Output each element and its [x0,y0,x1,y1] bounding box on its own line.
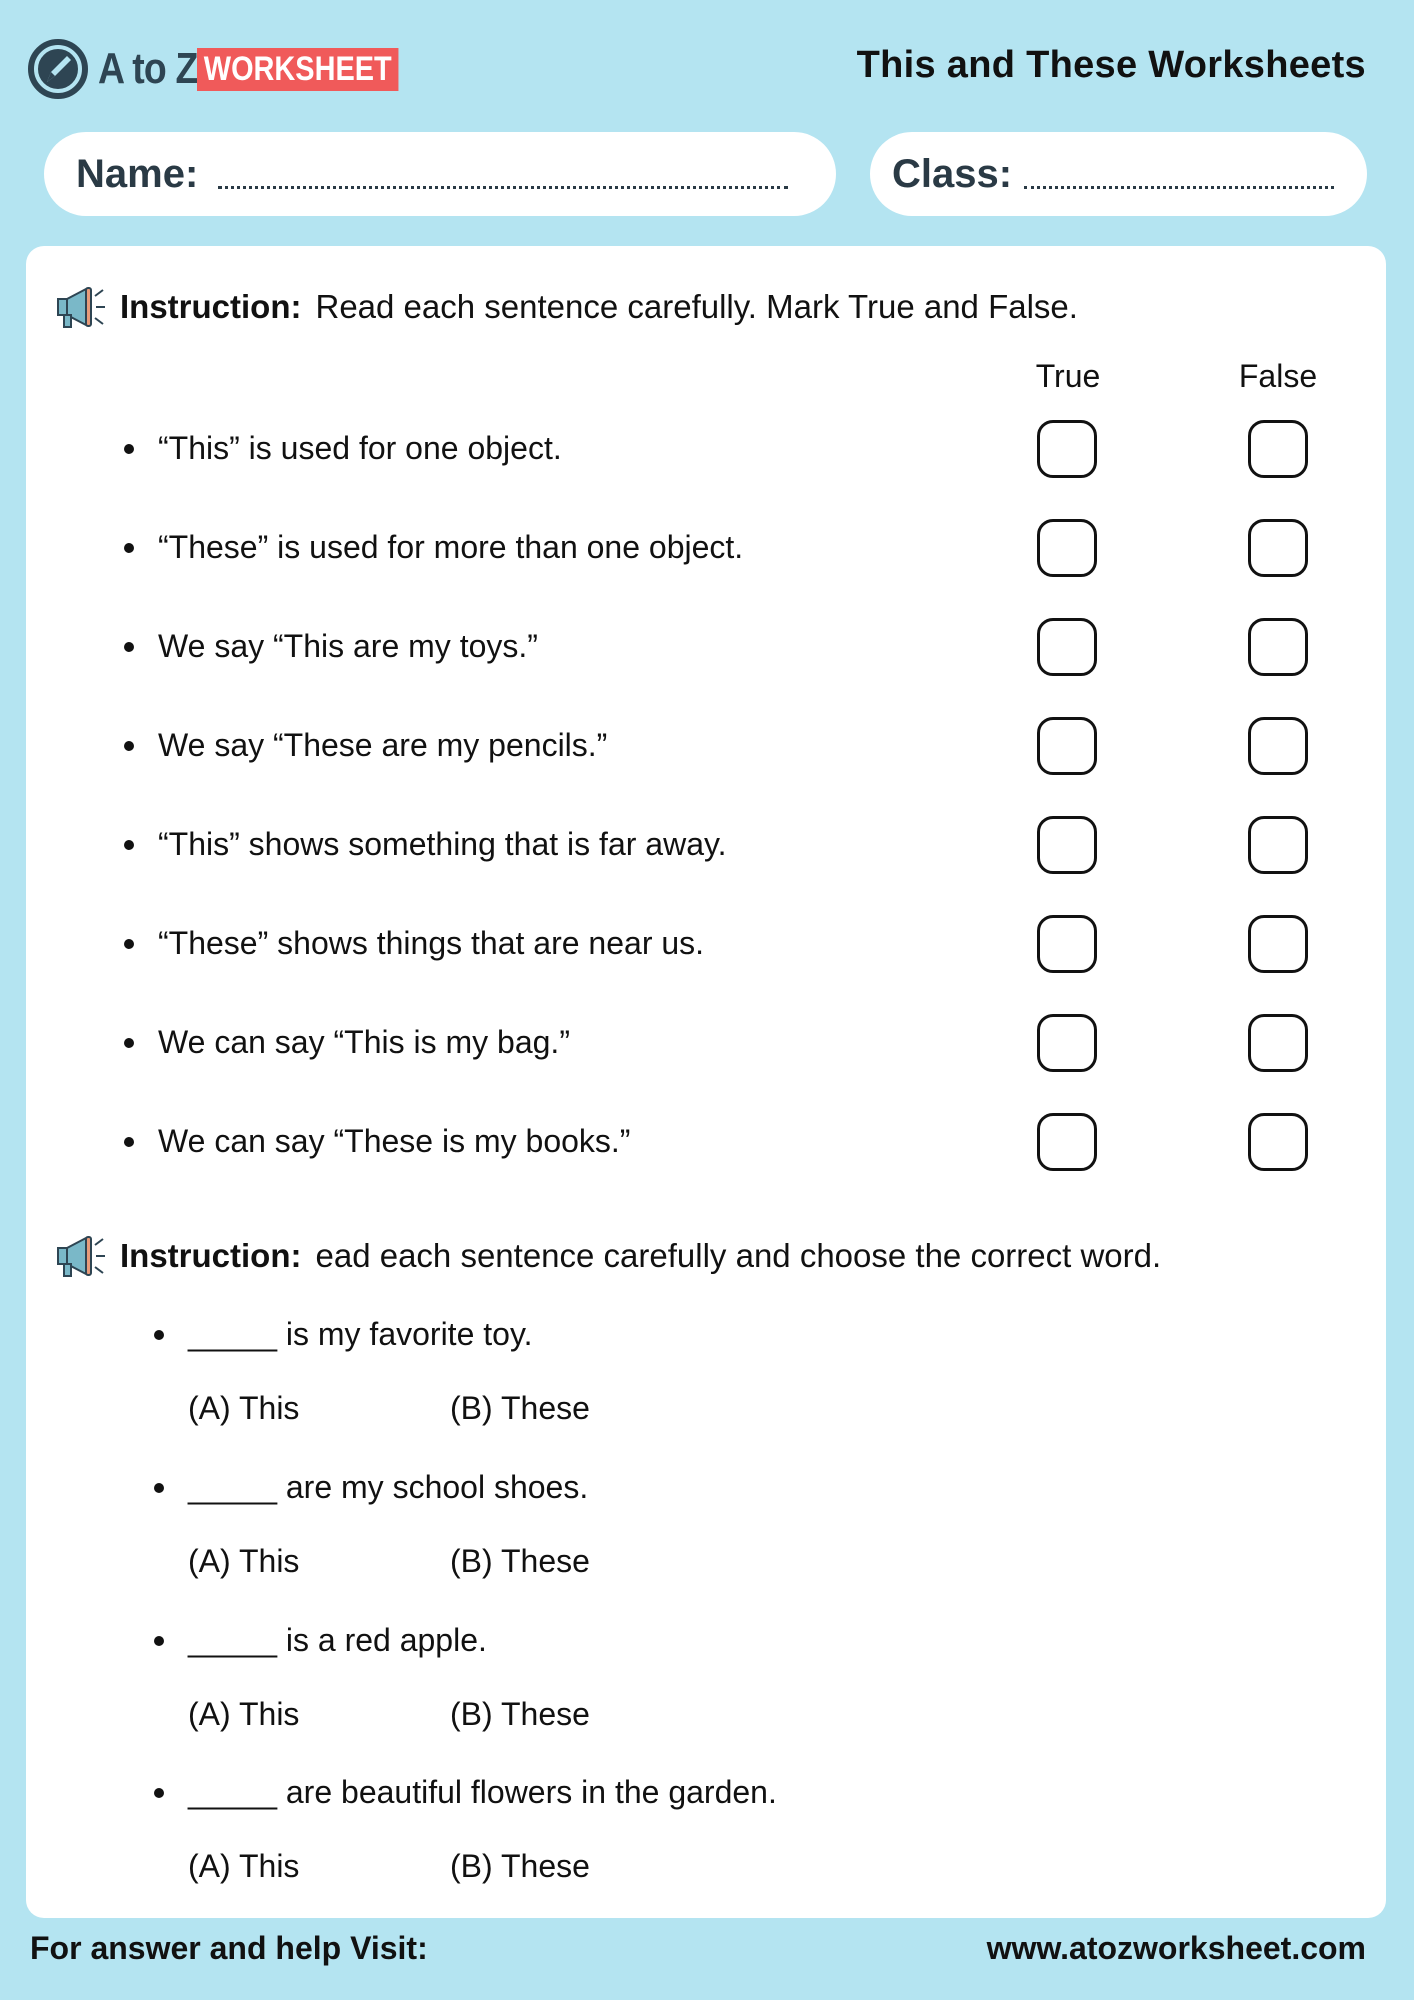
bullet [124,1137,134,1147]
true-false-row [26,915,1386,975]
true-checkbox[interactable] [1037,420,1097,478]
false-checkbox[interactable] [1248,420,1308,478]
footer-website-link[interactable]: www.atozworksheet.com [986,1930,1366,1966]
statement-text: We can say “This is my bag.” [158,1024,570,1060]
question-text: _____ are beautiful flowers in the garden. [188,1774,777,1810]
option-b[interactable]: (B) These [450,1543,590,1579]
page-title: This and These Worksheets [856,44,1366,86]
option-b[interactable]: (B) These [450,1848,590,1884]
bullet [124,741,134,751]
option-b[interactable]: (B) These [450,1390,590,1426]
statement-text: “This” is used for one object. [158,430,562,466]
name-label: Name: [76,151,199,196]
question-item [26,1312,1386,1360]
true-checkbox[interactable] [1037,1113,1097,1171]
megaphone-icon [56,284,106,330]
worksheet-card [26,246,1386,1918]
true-false-row [26,717,1386,777]
question-item [26,1465,1386,1513]
false-column-header: False [1238,358,1318,394]
question-text: _____ are my school shoes. [188,1469,589,1505]
instruction-1 [56,284,1078,330]
megaphone-icon [56,1233,106,1279]
true-checkbox[interactable] [1037,816,1097,874]
bullet [124,543,134,553]
statement-text: “These” shows things that are near us. [158,925,705,961]
false-checkbox[interactable] [1248,915,1308,973]
false-checkbox[interactable] [1248,618,1308,676]
statement-text: “These” is used for more than one object. [158,529,744,565]
header [0,0,1414,130]
true-checkbox[interactable] [1037,1014,1097,1072]
logo [28,38,434,100]
class-field[interactable] [870,132,1367,216]
instruction-text: Read each sentence carefully. Mark True and False. [315,288,1078,325]
instruction-label: Instruction: [120,1237,302,1274]
class-label: Class: [892,151,1013,196]
bullet [154,1483,164,1493]
statement-text: “This” shows something that is far away. [158,826,727,862]
question-item [26,1770,1386,1818]
question-item [26,1618,1386,1666]
true-checkbox[interactable] [1037,915,1097,973]
bullet [154,1636,164,1646]
true-checkbox[interactable] [1037,717,1097,775]
statement-text: We say “These are my pencils.” [158,727,608,763]
footer-help-text: For answer and help Visit: [30,1930,428,1966]
instruction-2 [56,1233,1161,1279]
option-a[interactable]: (A) This [188,1696,300,1732]
statement-text: We can say “These is my books.” [158,1123,631,1159]
false-checkbox[interactable] [1248,1014,1308,1072]
true-column-header: True [1035,358,1101,394]
instruction-text: ead each sentence carefully and choose the correct word. [315,1237,1162,1274]
name-field[interactable] [44,132,836,216]
option-b[interactable]: (B) These [450,1696,590,1732]
bullet [124,642,134,652]
false-checkbox[interactable] [1248,816,1308,874]
bullet [124,840,134,850]
true-checkbox[interactable] [1037,519,1097,577]
true-false-row [26,1113,1386,1173]
false-checkbox[interactable] [1248,519,1308,577]
true-false-row [26,1014,1386,1074]
true-false-row [26,618,1386,678]
false-checkbox[interactable] [1248,717,1308,775]
bullet [124,444,134,454]
logo-badge: WORKSHEET [197,48,398,91]
false-checkbox[interactable] [1248,1113,1308,1171]
name-blank-line[interactable] [218,185,788,189]
bullet [124,939,134,949]
bullet [124,1038,134,1048]
true-checkbox[interactable] [1037,618,1097,676]
option-a[interactable]: (A) This [188,1848,300,1884]
true-false-row [26,816,1386,876]
pencil-logo-icon [28,39,88,99]
bullet [154,1788,164,1798]
class-blank-line[interactable] [1024,185,1334,189]
option-a[interactable]: (A) This [188,1390,300,1426]
instruction-label: Instruction: [120,288,302,325]
bullet [154,1330,164,1340]
question-text: _____ is my favorite toy. [188,1316,533,1352]
logo-text: A to Z [98,44,198,93]
option-a[interactable]: (A) This [188,1543,300,1579]
statement-text: We say “This are my toys.” [158,628,538,664]
true-false-row [26,420,1386,480]
question-text: _____ is a red apple. [188,1622,487,1658]
true-false-row [26,519,1386,579]
